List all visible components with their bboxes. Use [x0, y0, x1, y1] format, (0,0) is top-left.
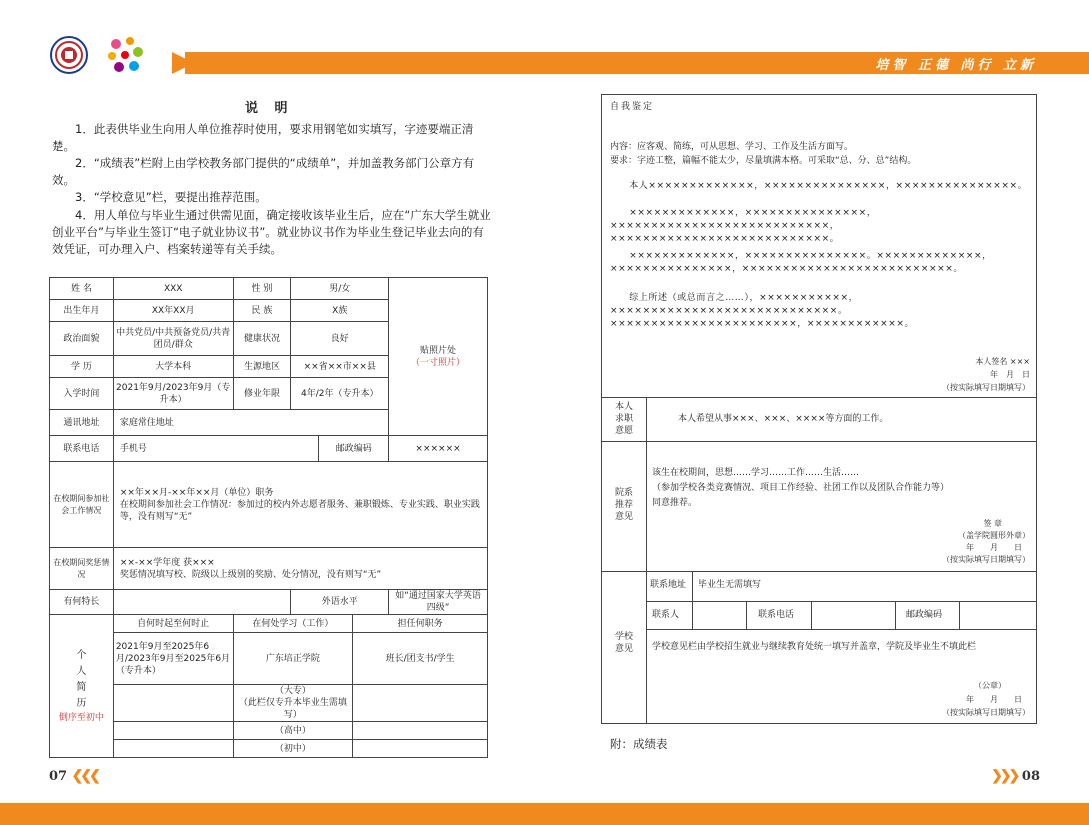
- resume-row2-note: （此栏仅专升本毕业生需填写）: [238, 698, 347, 720]
- divider-contact-col2: [746, 601, 747, 629]
- nation-label: 民 族: [233, 300, 291, 322]
- college-seal: 签 章: [983, 519, 1002, 528]
- colorful-logo: [104, 34, 146, 76]
- nation-value: X族: [291, 300, 389, 322]
- wish-text: 本人希望从事×××、×××、××××等方面的工作。: [678, 414, 889, 424]
- self-eval-para-4: 综上所述（或总而言之……），×××××××××××，××××××××××××××××××××××××××××。×××××××××××××××××××××××，××××××××××××。: [610, 293, 915, 329]
- self-eval-para-3: ×××××××××××××，×××××××××××××××。×××××××××××××，×××××××××××××××，××××××××××××××××××××××××××。: [610, 251, 992, 274]
- origin-label: 生源地区: [233, 356, 291, 378]
- college-line-2: （参加学校各类竞赛情况、项目工作经验、社团工作以及团队合作能力等）: [652, 483, 950, 493]
- divider-contact-row2: [646, 629, 1036, 630]
- self-eval-title: 自我鉴定: [610, 102, 655, 112]
- col-place-header: 在何处学习（工作）: [233, 615, 353, 633]
- self-evaluation-form: [601, 94, 1037, 724]
- talent-label: 有何特长: [50, 590, 114, 615]
- school-date: 年 月 日: [966, 695, 1022, 704]
- award-line-2: 奖惩情况填写校、院级以上级别的奖励、处分情况，没有则写“无”: [119, 569, 382, 580]
- photo-label: 贴照片处: [420, 345, 457, 356]
- contact-phone-label: 联系电话: [758, 610, 795, 620]
- divider-contact-col5: [959, 601, 960, 629]
- resume-row3-place: （高中）: [233, 722, 353, 740]
- self-date: 年 月 日: [990, 370, 1030, 379]
- school-seal-logo: [50, 36, 88, 74]
- address-label: 通讯地址: [50, 410, 114, 436]
- resume-row2-place-cell: [233, 685, 353, 722]
- birth-value: XX年XX月: [113, 300, 233, 322]
- talent-value: [113, 590, 291, 615]
- self-date-note: （按实际填写日期填写）: [942, 383, 1030, 392]
- divider-contact-col4: [895, 601, 896, 629]
- education-label: 学 历: [50, 356, 114, 378]
- col-time-header: 自何时起至何时止: [113, 615, 233, 633]
- enroll-value: 2021年9月/2023年9月（专升本）: [113, 378, 233, 410]
- social-work-label: 在校期间参加社会工作情况: [50, 462, 114, 548]
- enroll-label: 入学时间: [50, 378, 114, 410]
- right-page-number: [991, 768, 1040, 784]
- resume-row2-place: （大专）: [274, 686, 311, 696]
- phone-value: 手机号: [113, 436, 318, 462]
- award-line-1: ××-××学年度 获×××: [119, 557, 215, 568]
- self-eval-para-1: 本人×××××××××××××，×××××××××××××××，×××××××××××××××。: [610, 181, 1028, 191]
- self-eval-para-2: ×××××××××××××，×××××××××××××××，×××××××××××××××××××××××××××，×××××××××××××××××××××××××××。: [610, 208, 877, 244]
- school-date-note: （按实际填写日期填写）: [942, 708, 1030, 717]
- politics-value: 中共党员/中共预备党员/共青团员/群众: [113, 322, 233, 356]
- self-eval-content-hint: 内容：应客观、简练，可从思想、学习、工作及生活方面写。: [610, 142, 854, 152]
- left-page-number: [49, 768, 98, 784]
- gender-value: 男/女: [291, 278, 389, 300]
- resume-row2-time: [113, 685, 233, 722]
- divider-wish-top: [602, 397, 1036, 398]
- social-work-line-1: ××年××月-××年××月（单位）职务: [119, 487, 274, 498]
- resume-row4-place: （初中）: [233, 740, 353, 758]
- contact-person-label: 联系人: [652, 610, 680, 620]
- name-label: 姓 名: [50, 278, 114, 300]
- college-line-1: 该生在校期间，思想……学习……工作……生活……: [652, 468, 860, 478]
- right-chevron-icon: ❯❯❯: [991, 768, 1018, 784]
- college-date-note: （按实际填写日期填写）: [942, 555, 1030, 564]
- social-work-line-2: 在校期间参加社会工作情况：参加过的校内外志愿者服务、兼职锻炼、专业实践、职业实践等，没有则写“无”: [119, 499, 480, 522]
- school-text: 学校意见栏由学校招生就业与继续教育处统一填写并盖章，学院及毕业生不填此栏: [652, 642, 977, 652]
- resume-row3-time: [113, 722, 233, 740]
- language-label: 外语水平: [291, 590, 389, 615]
- resume-row1-time: 2021年9月至2025年6月/2023年9月至2025年6月（专升本）: [113, 633, 233, 685]
- instruction-4: 4．用人单位与毕业生通过供需见面，确定接收该毕业生后，应在“广东大学生就业创业平台”与毕业生签订“电子就业协议书”。就业协议书作为毕业生登记毕业去向的有效凭证，可办理入户、档案转递等有关手续。: [52, 208, 491, 256]
- college-line-3: 同意推荐。: [652, 498, 698, 508]
- award-label: 在校期间奖惩情况: [50, 548, 114, 590]
- graduate-info-table: [49, 277, 488, 758]
- contact-address-value: 毕业生无需填写: [698, 580, 762, 590]
- resume-note: 倒序至初中: [58, 713, 104, 723]
- resume-row1-job: 班长/团支书/学生: [353, 633, 488, 685]
- photo-area: [389, 278, 488, 436]
- years-label: 修业年限: [233, 378, 291, 410]
- resume-label: 个人简历: [76, 650, 87, 709]
- resume-row1-place: 广东培正学院: [233, 633, 353, 685]
- instruction-3: 3．“学校意见”栏，要提出推荐范围。: [75, 190, 267, 204]
- years-value: 4年/2年（专升本）: [291, 378, 389, 410]
- award-content: [113, 548, 487, 590]
- divider-contact-row: [646, 601, 1036, 602]
- gender-label: 性 别: [233, 278, 291, 300]
- instruction-2: 2．“成绩表”栏附上由学校教务部门提供的“成绩单”，并加盖教务部门公章方有效。: [52, 156, 475, 187]
- instruction-1: 1．此表供毕业生向用人单位推荐时使用，要求用钢笔如实填写，字迹要端正清楚。: [52, 122, 474, 153]
- divider-label-column: [646, 397, 647, 723]
- zip-value: ××××××: [389, 436, 488, 462]
- photo-note: （一寸照片）: [411, 357, 466, 368]
- right-page-number-text: 08: [1021, 769, 1040, 784]
- wish-label: 本人求职意愿: [614, 402, 633, 436]
- school-seal: （公章）: [974, 681, 1006, 690]
- address-value: 家庭常住地址: [113, 410, 388, 436]
- col-job-header: 担任何职务: [353, 615, 488, 633]
- health-label: 健康状况: [233, 322, 291, 356]
- college-seal-note: （盖学院圆形外章）: [958, 531, 1030, 540]
- resume-row4-job: [353, 740, 488, 758]
- contact-zip-label: 邮政编码: [906, 610, 943, 620]
- footer-bar: [0, 803, 1089, 825]
- health-value: 良好: [291, 322, 389, 356]
- contact-address-label: 联系地址: [650, 580, 687, 590]
- school-motto: 培智 正德 尚行 立新: [875, 58, 1037, 73]
- college-label: 院系推荐意见: [614, 488, 633, 522]
- language-value: 如“通过国家大学英语四级”: [389, 590, 488, 615]
- politics-label: 政治面貌: [50, 322, 114, 356]
- divider-school-top: [602, 571, 1036, 572]
- name-value: XXX: [113, 278, 233, 300]
- birth-label: 出生年月: [50, 300, 114, 322]
- self-signature: 本人签名 ×××: [975, 357, 1030, 366]
- left-chevron-icon: ❮❮❮: [71, 768, 98, 784]
- divider-contact-col3: [811, 601, 812, 629]
- resume-row2-job: [353, 685, 488, 722]
- left-page-number-text: 07: [49, 769, 68, 784]
- divider-college-top: [602, 441, 1036, 442]
- divider-contact-col1: [692, 571, 693, 629]
- self-eval-require-hint: 要求：字迹工整，篇幅不能太少，尽量填满本格。可采取“总、分、总”结构。: [610, 156, 917, 166]
- social-work-content: [113, 462, 487, 548]
- phone-label: 联系电话: [50, 436, 114, 462]
- origin-value: ××省××市××县: [291, 356, 389, 378]
- school-label: 学校意见: [614, 632, 633, 654]
- resume-row3-job: [353, 722, 488, 740]
- resume-row4-time: [113, 740, 233, 758]
- education-value: 大学本科: [113, 356, 233, 378]
- instructions-title: 说 明: [245, 101, 294, 116]
- attachment-note: 附：成绩表: [610, 737, 668, 751]
- resume-label-cell: [50, 615, 114, 758]
- college-date: 年 月 日: [966, 543, 1022, 552]
- zip-label: 邮政编码: [319, 436, 389, 462]
